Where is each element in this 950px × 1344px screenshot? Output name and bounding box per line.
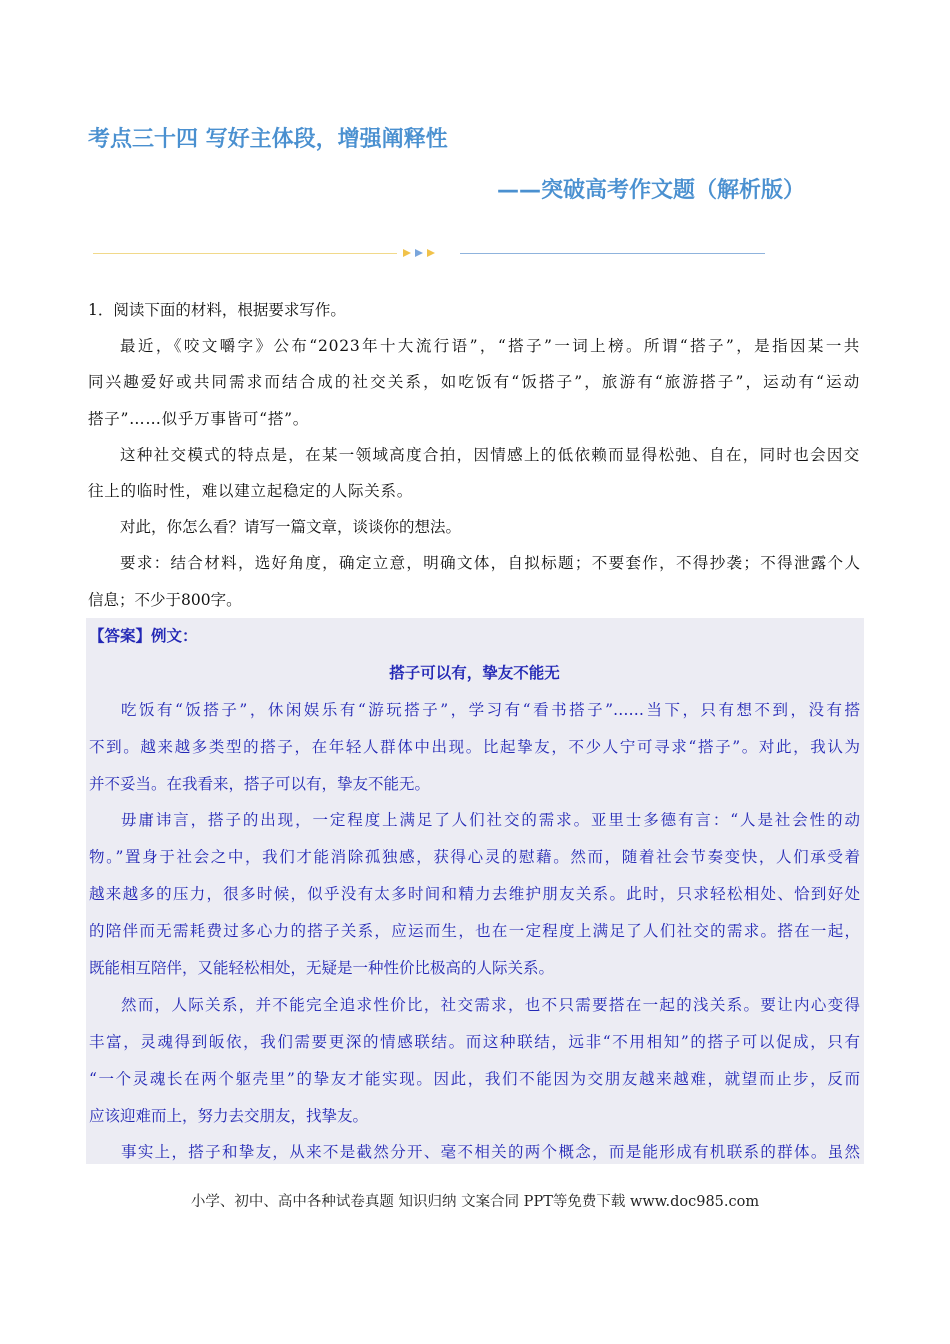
divider-line-right bbox=[460, 253, 765, 254]
material-line: 最近，《咬文嚼字》公布“2023年十大流行语”，“搭子”一词上榜。所谓“搭子”，是指因某一共 bbox=[120, 337, 860, 356]
essay-line: 丰富，灵魂得到皈依，我们需要更深的情感联结。而这种联结，远非“不用相知”的搭子可以促成，只有 bbox=[89, 1032, 860, 1051]
essay-line: 吃饭有“饭搭子”，休闲娱乐有“游玩搭子”，学习有“看书搭子”……当下，只有想不到，没有搭 bbox=[121, 700, 860, 719]
page-title: 考点三十四 写好主体段，增强阐释性 bbox=[88, 127, 448, 152]
answer-label: 【答案】例文： bbox=[89, 626, 198, 645]
essay-line: 的陪伴而无需耗费过多心力的搭子关系，应运而生，也在一定程度上满足了人们社交的需求。搭在一起， bbox=[89, 922, 860, 941]
answer-label-line bbox=[89, 618, 860, 655]
essay-line: 事实上，搭子和挚友，从来不是截然分开、毫不相关的两个概念，而是能形成有机联系的群体。虽然 bbox=[121, 1143, 860, 1162]
answer-section bbox=[86, 618, 864, 1164]
material-line: 这种社交模式的特点是，在某一领域高度合拍，因情感上的低依赖而显得松弛、自在，同时也会因交 bbox=[120, 445, 860, 464]
essay-line: 越来越多的压力，很多时候，似乎没有太多时间和精力去维护朋友关系。此时，只求轻松相处、恰到好处 bbox=[89, 885, 860, 904]
question-block bbox=[88, 292, 860, 618]
material-line: 搭子”……似乎万事皆可“搭”。 bbox=[88, 409, 310, 428]
requirement-line: 信息；不少于800字。 bbox=[88, 590, 242, 609]
requirement-line: 要求：结合材料，选好角度，确定立意，明确文体，自拟标题；不要套作，不得抄袭；不得泄露个人 bbox=[120, 554, 860, 573]
essay-title: 搭子可以有，挚友不能无 bbox=[389, 662, 560, 682]
essay-line: 并不妥当。在我看来，搭子可以有，挚友不能无。 bbox=[89, 774, 431, 793]
triple-arrow-icon bbox=[400, 247, 444, 259]
divider-line-left bbox=[93, 253, 397, 254]
essay-line: 既能相互陪伴，又能轻松相处，无疑是一种性价比极高的人际关系。 bbox=[89, 959, 555, 978]
essay-line: 毋庸讳言，搭子的出现，一定程度上满足了人们社交的需求。亚里士多德有言：“人是社会性的动 bbox=[121, 811, 860, 830]
page-subtitle: ——突破高考作文题（解析版） bbox=[496, 178, 805, 203]
essay-line: “一个灵魂长在两个躯壳里”的挚友才能实现。因此，我们不能因为交朋友越来越难，就望而止步，反而 bbox=[89, 1069, 860, 1088]
essay-line: 然而，人际关系，并不能完全追求性价比，社交需求，也不只需要搭在一起的浅关系。要让内心变得 bbox=[121, 995, 860, 1014]
prompt-line: 对此，你怎么看？请写一篇文章，谈谈你的想法。 bbox=[120, 518, 462, 537]
material-line: 往上的临时性，难以建立起稳定的人际关系。 bbox=[88, 481, 414, 500]
material-line: 同兴趣爱好或共同需求而结合成的社交关系，如吃饭有“饭搭子”，旅游有“旅游搭子”，运动有“运动 bbox=[88, 373, 860, 392]
page-footer: 小学、初中、高中各种试卷真题 知识归纳 文案合同 PPT等免费下载 www.doc985.com bbox=[190, 1194, 760, 1210]
essay-line: 不到。越来越多类型的搭子，在年轻人群体中出现。比起挚友，不少人宁可寻求“搭子”。对此，我认为 bbox=[89, 737, 860, 756]
question-heading: 1．阅读下面的材料，根据要求写作。 bbox=[88, 301, 346, 319]
essay-line: 应该迎难而上，努力去交朋友，找挚友。 bbox=[89, 1106, 369, 1125]
essay-line: 物。”置身于社会之中，我们才能消除孤独感，获得心灵的慰藉。然而，随着社会节奏变快，人们承受着 bbox=[89, 848, 860, 867]
